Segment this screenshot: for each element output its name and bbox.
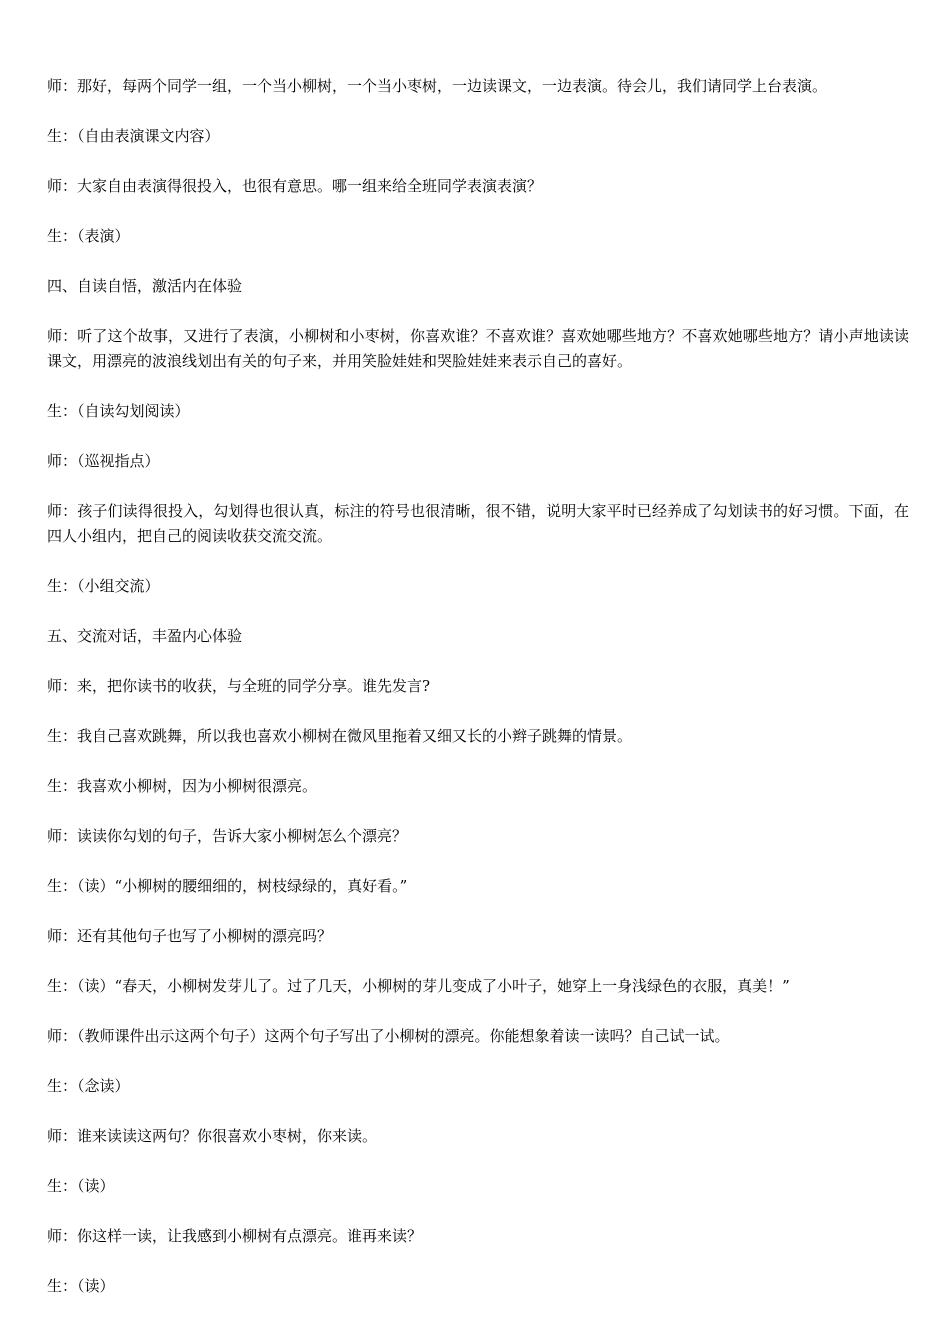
paragraph: 生：（自读勾划阅读）: [47, 402, 190, 420]
paragraph: 生：我自己喜欢跳舞，所以我也喜欢小柳树在微风里拖着又细又长的小辫子跳舞的情景。: [47, 727, 633, 745]
paragraph: 师：大家自由表演得很投入，也很有意思。哪一组来给全班同学表演表演？: [47, 177, 543, 195]
paragraph: 生：（念读）: [47, 1077, 130, 1095]
paragraph: 生：（读）: [47, 1277, 115, 1295]
paragraph: 师：你这样一读，让我感到小柳树有点漂亮。谁再来读？: [47, 1227, 423, 1245]
paragraph: 生：（读）“春天，小柳树发芽儿了。过了几天，小柳树的芽儿变成了小叶子，她穿上一身浅绿色的衣服，真美！”: [47, 977, 790, 995]
paragraph: 师：（教师课件出示这两个句子）这两个句子写出了小柳树的漂亮。你能想象着读一读吗？自己试一试。: [47, 1027, 730, 1045]
paragraph: 生：（读）“小柳树的腰细细的，树枝绿绿的，真好看。”: [47, 877, 408, 895]
paragraph: 生：（小组交流）: [47, 577, 160, 595]
paragraph: 师：谁来读读这两句？你很喜欢小枣树，你来读。: [47, 1127, 378, 1145]
section-heading: 五、交流对话，丰盈内心体验: [47, 627, 243, 645]
paragraph: 师：还有其他句子也写了小柳树的漂亮吗？: [47, 927, 333, 945]
section-heading: 四、自读自悟，激活内在体验: [47, 277, 243, 295]
paragraph: 生：（读）: [47, 1177, 115, 1195]
paragraph: 生：（自由表演课文内容）: [47, 127, 220, 145]
document-page: [47, 74, 909, 1324]
paragraph: 师：（巡视指点）: [47, 452, 160, 470]
paragraph: 师：那好，每两个同学一组，一个当小柳树，一个当小枣树，一边读课文，一边表演。待会儿，我们请同学上台表演。: [47, 77, 828, 95]
paragraph: 生：（表演）: [47, 227, 130, 245]
paragraph: 师：来，把你读书的收获，与全班的同学分享。谁先发言?: [47, 677, 431, 695]
paragraph: 师：孩子们读得很投入，勾划得也很认真，标注的符号也很清晰，很不错，说明大家平时已经养成了勾划读书的好习惯。下面，在四人小组内，把自己的阅读收获交流交流。: [47, 502, 909, 545]
paragraph: 师：听了这个故事，又进行了表演，小柳树和小枣树，你喜欢谁？不喜欢谁？喜欢她哪些地方？不喜欢她哪些地方？请小声地读读课文，用漂亮的波浪线划出有关的句子来，并用笑脸娃娃和哭脸娃娃来表示自己的喜好。: [47, 327, 909, 370]
paragraph: 生：我喜欢小柳树，因为小柳树很漂亮。: [47, 777, 318, 795]
paragraph: 师：读读你勾划的句子，告诉大家小柳树怎么个漂亮？: [47, 827, 408, 845]
